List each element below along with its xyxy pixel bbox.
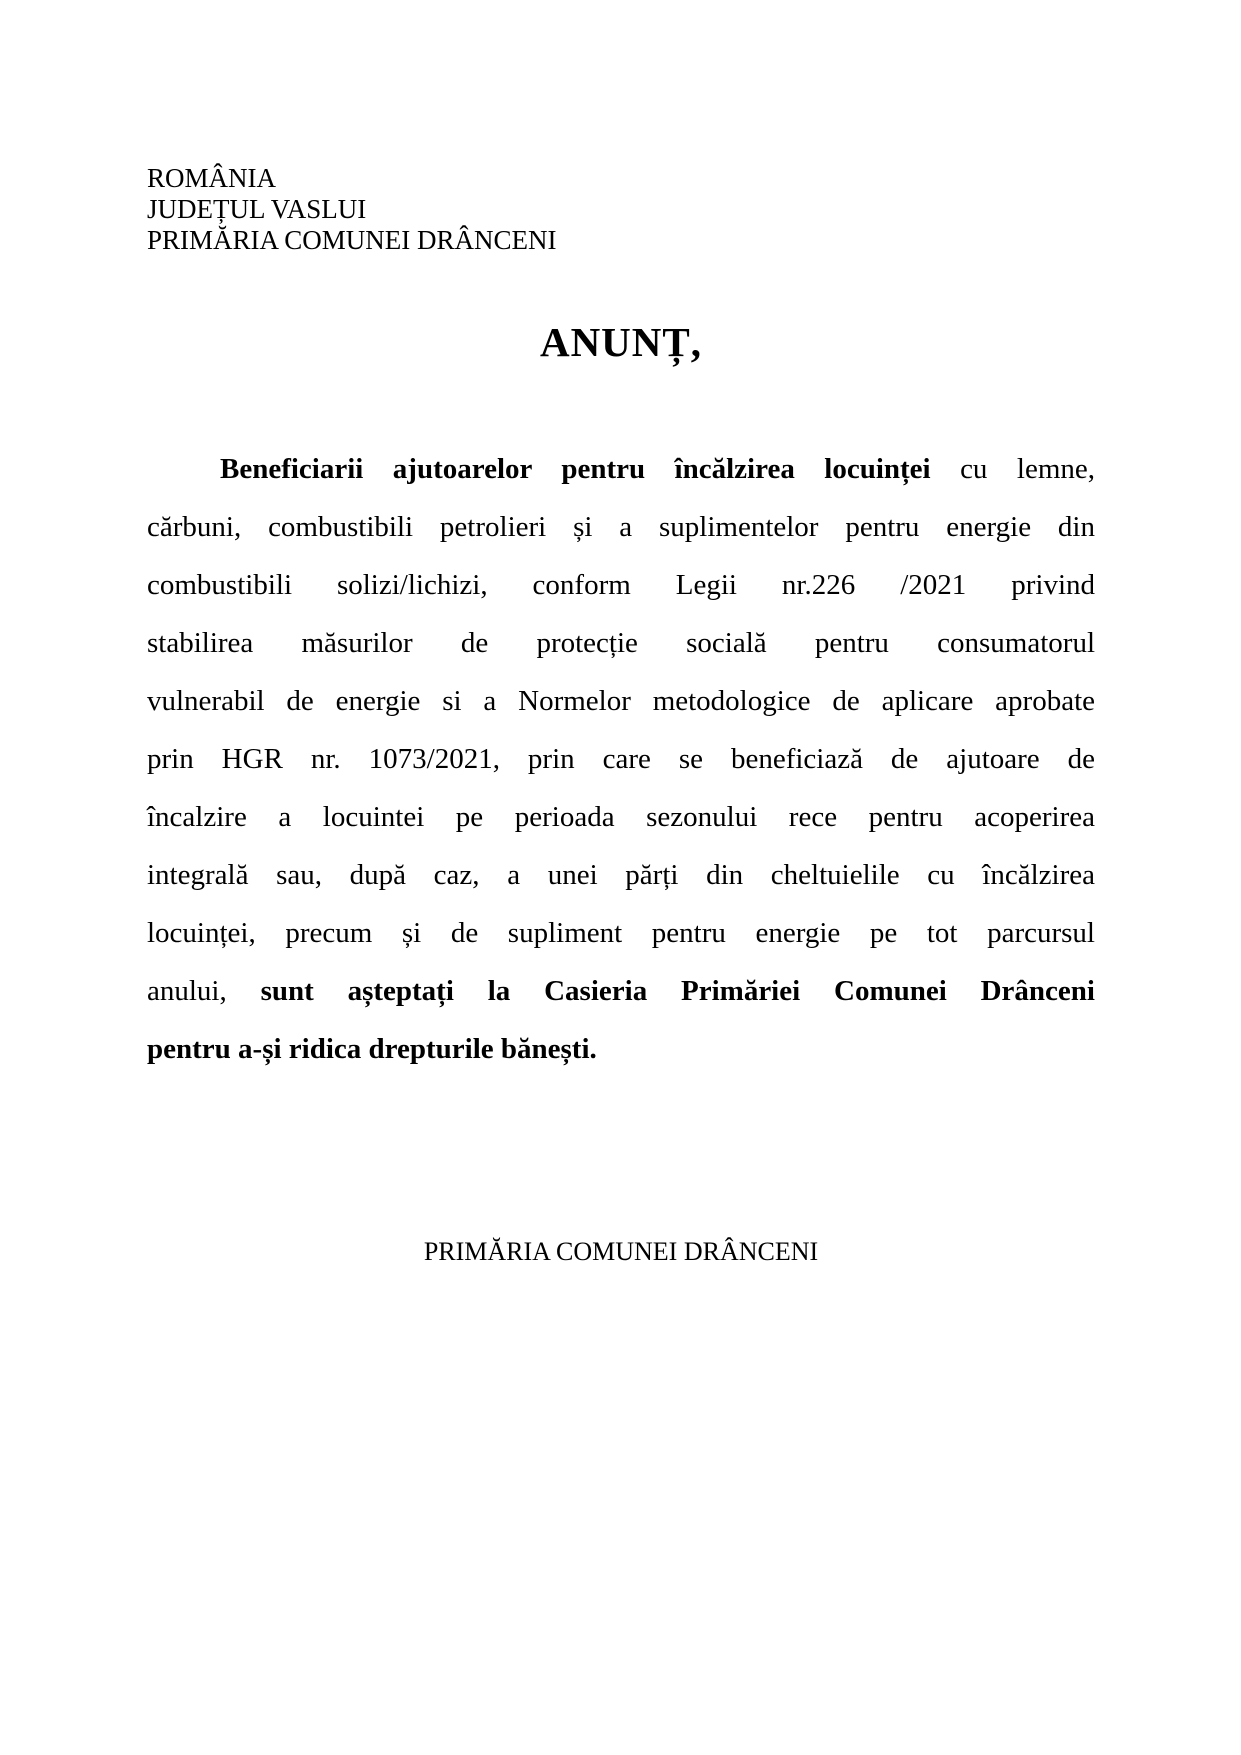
letterhead [147,163,557,256]
paragraph-line [147,788,1095,846]
text-segment: integrală sau, după caz, a unei părți din cheltuielile cu încălzirea [147,859,1095,891]
signature-org-name: PRIMĂRIA COMUNEI DRÂNCENI [423,1237,819,1266]
paragraph-line [147,556,1095,614]
text-segment: cu lemne, [930,453,1095,485]
text-segment: combustibili solizi/lichizi, conform Legii nr.226 /2021 privind [147,569,1095,601]
body-paragraph [147,440,1095,1078]
paragraph-line [147,730,1095,788]
paragraph-line [147,846,1095,904]
paragraph-line [147,904,1095,962]
paragraph-line [147,614,1095,672]
letterhead-line-county: JUDEȚUL VASLUI [147,194,367,224]
letterhead-line-townhall: PRIMĂRIA COMUNEI DRÂNCENI [147,225,557,255]
bold-text-segment: pentru a-și ridica drepturile bănești. [147,1033,597,1065]
paragraph-line [147,498,1095,556]
paragraph-line [147,1020,1095,1078]
text-segment: anului, [147,975,261,1007]
bold-text-segment: Beneficiarii ajutoarelor pentru încălzirea locuinței [220,453,931,485]
text-segment: stabilirea măsurilor de protecție socială pentru consumatorul [147,627,1095,659]
bold-text-segment: sunt așteptați la Casieria Primăriei Comunei Drânceni [260,975,1095,1007]
text-segment: încalzire a locuintei pe perioada sezonului rece pentru acoperirea [147,801,1095,833]
paragraph-line [147,962,1095,1020]
text-segment: vulnerabil de energie si a Normelor metodologice de aplicare aprobate [147,685,1095,717]
text-segment: locuinței, precum și de supliment pentru energie pe tot parcursul [147,917,1095,949]
document-title: ANUNȚ, [539,319,703,365]
letterhead-line-country: ROMÂNIA [147,163,277,193]
paragraph-line [147,440,1095,498]
text-segment: cărbuni, combustibili petrolieri și a suplimentelor pentru energie din [147,511,1095,543]
text-segment: prin HGR nr. 1073/2021, prin care se beneficiază de ajutoare de [147,743,1095,775]
paragraph-line [147,672,1095,730]
